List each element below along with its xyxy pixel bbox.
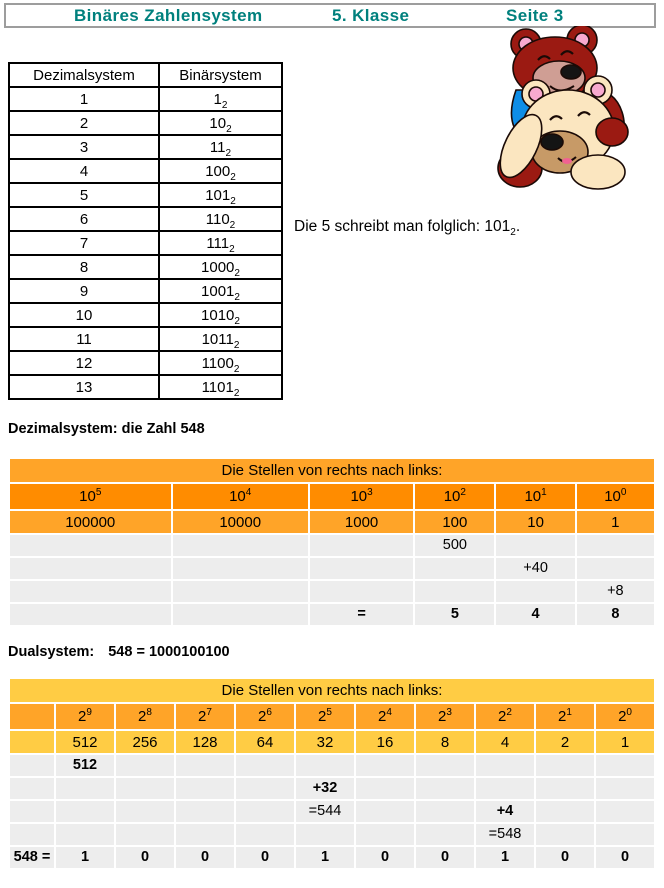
- power-exponent: 9: [86, 707, 92, 718]
- work-cell: [176, 824, 234, 845]
- work-cell: [536, 778, 594, 799]
- result-digit-cell: 0: [356, 847, 414, 868]
- power-cell: $10^2$: [415, 484, 494, 509]
- binary-subscript: 2: [229, 219, 236, 231]
- place-value-cell: 8: [416, 731, 474, 753]
- result-digit-cell: 0: [116, 847, 174, 868]
- power-exponent: 1: [566, 707, 572, 718]
- place-value-cell: 16: [356, 731, 414, 753]
- work-cell: [415, 581, 494, 602]
- note-subscript: 2: [510, 227, 516, 239]
- power-cell: $2^8$: [116, 704, 174, 729]
- conversion-row: [9, 231, 282, 255]
- work-cell: [10, 581, 171, 602]
- power-cell: $2^7$: [176, 704, 234, 729]
- binary-subscript: 2: [234, 267, 240, 279]
- work-cell: =548: [476, 824, 534, 845]
- work-cell: [116, 778, 174, 799]
- conversion-row: [9, 351, 282, 375]
- work-cell: [356, 755, 414, 776]
- binary-subscript: 2: [221, 99, 228, 111]
- page-title: Binäres Zahlensystem: [74, 6, 263, 25]
- work-row: [10, 801, 654, 822]
- work-cell: [10, 604, 171, 625]
- conversion-row: [9, 375, 282, 399]
- work-cell: [577, 558, 654, 579]
- conversion-table: [8, 62, 283, 400]
- conversion-table-body: [9, 87, 282, 399]
- work-cell: 512: [56, 755, 114, 776]
- work-cell: [56, 824, 114, 845]
- work-cell: [476, 778, 534, 799]
- power-exponent: 3: [367, 487, 373, 498]
- work-cell: [356, 801, 414, 822]
- work-cell: [416, 755, 474, 776]
- work-cell: +40: [496, 558, 574, 579]
- place-value-cell: 64: [236, 731, 294, 753]
- place-value-cell: 2: [536, 731, 594, 753]
- binary-value-cell: $111_2$: [159, 231, 282, 255]
- work-cell: [236, 824, 294, 845]
- work-cell: [496, 581, 574, 602]
- page-header: [4, 3, 656, 28]
- work-cell: [536, 755, 594, 776]
- work-cell: [415, 558, 494, 579]
- work-label-cell: [10, 755, 54, 776]
- work-cell: [116, 801, 174, 822]
- binary-value-cell: $10_2$: [159, 111, 282, 135]
- work-cell: [236, 778, 294, 799]
- result-row: [10, 847, 654, 868]
- decimal-value-cell: 3: [9, 135, 159, 159]
- work-cell: [496, 535, 574, 556]
- result-digit-cell: 0: [236, 847, 294, 868]
- place-value-cell: 100: [415, 511, 494, 533]
- conversion-row: [9, 135, 282, 159]
- place-value-cell: 32: [296, 731, 354, 753]
- power-cell: $2^1$: [536, 704, 594, 729]
- binary-subscript: 2: [229, 243, 235, 255]
- work-cell: [176, 801, 234, 822]
- power-exponent: 5: [95, 487, 102, 498]
- dual-heading-value: 548 = 1000100100: [108, 644, 230, 660]
- decimal-value-cell: 11: [9, 327, 159, 351]
- binary-value-cell: $1011_2$: [159, 327, 282, 351]
- note-text: [294, 218, 520, 238]
- binary-value-cell: $100_2$: [159, 159, 282, 183]
- power-exponent: 0: [626, 707, 632, 718]
- place-value-cell: 4: [476, 731, 534, 753]
- power-cell: $2^9$: [56, 704, 114, 729]
- power-cell: $10^5$: [10, 484, 171, 509]
- dual-heading-label: Dualsystem:: [8, 644, 95, 660]
- binary-value-cell: $1000_2$: [159, 255, 282, 279]
- power-exponent: 1: [541, 487, 547, 498]
- conversion-row: [9, 303, 282, 327]
- binary-place-table: [8, 677, 656, 870]
- place-values-row: [10, 511, 654, 533]
- binary-subscript: 2: [225, 147, 232, 159]
- binary-subscript: 2: [233, 339, 240, 351]
- decimal-place-table: [8, 457, 656, 627]
- work-cell: [536, 801, 594, 822]
- binary-value-cell: $1101_2$: [159, 375, 282, 399]
- power-cell: $2^2$: [476, 704, 534, 729]
- work-row: [10, 824, 654, 845]
- binary-value-cell: $11_2$: [159, 135, 282, 159]
- work-cell: [577, 535, 654, 556]
- work-row: [10, 558, 654, 579]
- decimal-value-cell: 9: [9, 279, 159, 303]
- work-cell: [173, 581, 308, 602]
- work-label-cell: [10, 801, 54, 822]
- decimal-value-cell: 12: [9, 351, 159, 375]
- place-value-cell: 1: [596, 731, 654, 753]
- binary-place-table-body: [10, 679, 654, 868]
- decimal-value-cell: 5: [9, 183, 159, 207]
- work-cell: [416, 801, 474, 822]
- work-row: [10, 604, 654, 625]
- work-cell: 8: [577, 604, 654, 625]
- decimal-value-cell: 6: [9, 207, 159, 231]
- work-cell: 500: [415, 535, 494, 556]
- result-digit-cell: 0: [416, 847, 474, 868]
- work-cell: [173, 558, 308, 579]
- conversion-row: [9, 327, 282, 351]
- decimal-section-heading: Dezimalsystem: die Zahl 548: [8, 421, 205, 437]
- work-cell: =544: [296, 801, 354, 822]
- work-cell: [356, 778, 414, 799]
- work-cell: 4: [496, 604, 574, 625]
- work-row: [10, 778, 654, 799]
- power-cell: $10^4$: [173, 484, 308, 509]
- binary-subscript: 2: [233, 387, 240, 399]
- table-caption-cell: Die Stellen von rechts nach links:: [10, 459, 654, 482]
- place-value-cell: 1000: [310, 511, 413, 533]
- binary-value-cell: $1_2$: [159, 87, 282, 111]
- work-cell: [176, 778, 234, 799]
- conversion-header-decimal: Dezimalsystem: [9, 63, 159, 87]
- powers-row: [10, 704, 654, 729]
- work-cell: [56, 778, 114, 799]
- work-cell: +8: [577, 581, 654, 602]
- conversion-row: [9, 183, 282, 207]
- conversion-row: [9, 159, 282, 183]
- decimal-place-table-body: [10, 459, 654, 625]
- work-cell: [236, 801, 294, 822]
- power-exponent: 6: [266, 707, 272, 718]
- work-cell: +4: [476, 801, 534, 822]
- power-exponent: 4: [245, 487, 252, 498]
- power-exponent: 5: [326, 707, 332, 718]
- work-cell: [296, 824, 354, 845]
- power-exponent: 3: [446, 707, 452, 718]
- work-cell: +32: [296, 778, 354, 799]
- work-cell: [236, 755, 294, 776]
- power-cell: $2^6$: [236, 704, 294, 729]
- binary-subscript: 2: [230, 195, 236, 207]
- power-cell: $2^3$: [416, 704, 474, 729]
- work-label-cell: [10, 778, 54, 799]
- decimal-value-cell: 7: [9, 231, 159, 255]
- dual-section-heading: [8, 644, 230, 660]
- binary-subscript: 2: [234, 315, 240, 327]
- binary-value-cell: $101_2$: [159, 183, 282, 207]
- work-cell: [536, 824, 594, 845]
- work-cell: [596, 755, 654, 776]
- note-prefix: Die 5 schreibt man folglich:: [294, 218, 485, 235]
- conversion-header-row: [9, 63, 282, 87]
- front-bear: [494, 76, 628, 189]
- power-exponent: 4: [386, 707, 392, 718]
- place-value-cell: 512: [56, 731, 114, 753]
- result-digit-cell: 1: [56, 847, 114, 868]
- decimal-value-cell: 10: [9, 303, 159, 327]
- work-cell: [10, 558, 171, 579]
- work-cell: [596, 824, 654, 845]
- work-row: [10, 755, 654, 776]
- work-cell: [116, 824, 174, 845]
- decimal-value-cell: 1: [9, 87, 159, 111]
- caption-row: [10, 459, 654, 482]
- binary-value-cell: $1010_2$: [159, 303, 282, 327]
- work-label-cell: [10, 824, 54, 845]
- work-cell: [173, 535, 308, 556]
- work-cell: 5: [415, 604, 494, 625]
- power-exponent: 2: [460, 487, 466, 498]
- note-suffix: .: [515, 218, 521, 235]
- caption-row: [10, 679, 654, 702]
- work-cell: [476, 755, 534, 776]
- binary-value-cell: $1100_2$: [159, 351, 282, 375]
- work-row: [10, 581, 654, 602]
- power-exponent: 7: [206, 707, 212, 718]
- work-cell: [310, 535, 413, 556]
- place-value-cell: 128: [176, 731, 234, 753]
- conversion-row: [9, 279, 282, 303]
- result-digit-cell: 0: [536, 847, 594, 868]
- place-value-cell: 1: [577, 511, 654, 533]
- conversion-header-binary: Binärsystem: [159, 63, 282, 87]
- power-cell: $2^0$: [596, 704, 654, 729]
- conversion-row: [9, 87, 282, 111]
- binary-subscript: 2: [234, 291, 240, 303]
- result-digit-cell: 1: [476, 847, 534, 868]
- power-exponent: 2: [506, 707, 512, 718]
- note-binary-value: 101: [484, 218, 511, 235]
- place-value-cell: 10: [496, 511, 574, 533]
- binary-subscript: 2: [226, 123, 232, 135]
- work-cell: [596, 778, 654, 799]
- power-cell: $10^3$: [310, 484, 413, 509]
- work-cell: [596, 801, 654, 822]
- result-digit-cell: 0: [596, 847, 654, 868]
- work-cell: [310, 558, 413, 579]
- work-cell: [176, 755, 234, 776]
- page-number: Seite 3: [506, 6, 564, 25]
- work-cell: [416, 778, 474, 799]
- decimal-value-cell: 8: [9, 255, 159, 279]
- powers-row: [10, 484, 654, 509]
- binary-value-cell: $110_2$: [159, 207, 282, 231]
- power-exponent: 0: [620, 487, 627, 498]
- binary-value-cell: $1001_2$: [159, 279, 282, 303]
- work-cell: [310, 581, 413, 602]
- work-cell: [416, 824, 474, 845]
- place-value-cell: 100000: [10, 511, 171, 533]
- power-cell: $10^1$: [496, 484, 574, 509]
- power-cell: [10, 704, 54, 729]
- conversion-row: [9, 255, 282, 279]
- place-values-row: [10, 731, 654, 753]
- work-cell: =: [310, 604, 413, 625]
- place-value-cell: 256: [116, 731, 174, 753]
- result-label-cell: 548 =: [10, 847, 54, 868]
- power-cell: $2^4$: [356, 704, 414, 729]
- table-caption-cell: Die Stellen von rechts nach links:: [10, 679, 654, 702]
- power-cell: $2^5$: [296, 704, 354, 729]
- work-row: [10, 535, 654, 556]
- work-cell: [296, 755, 354, 776]
- place-value-cell: [10, 731, 54, 753]
- decimal-value-cell: 2: [9, 111, 159, 135]
- power-exponent: 8: [146, 707, 152, 718]
- decimal-value-cell: 13: [9, 375, 159, 399]
- teddy-bears-illustration: [494, 26, 630, 192]
- work-cell: [116, 755, 174, 776]
- power-cell: $10^0$: [577, 484, 654, 509]
- conversion-row: [9, 111, 282, 135]
- binary-subscript: 2: [230, 171, 236, 183]
- result-digit-cell: 1: [296, 847, 354, 868]
- work-cell: [56, 801, 114, 822]
- work-cell: [173, 604, 308, 625]
- binary-subscript: 2: [233, 363, 240, 375]
- result-digit-cell: 0: [176, 847, 234, 868]
- place-value-cell: 10000: [173, 511, 308, 533]
- decimal-value-cell: 4: [9, 159, 159, 183]
- conversion-row: [9, 207, 282, 231]
- work-cell: [10, 535, 171, 556]
- page-grade-label: 5. Klasse: [332, 6, 410, 25]
- work-cell: [356, 824, 414, 845]
